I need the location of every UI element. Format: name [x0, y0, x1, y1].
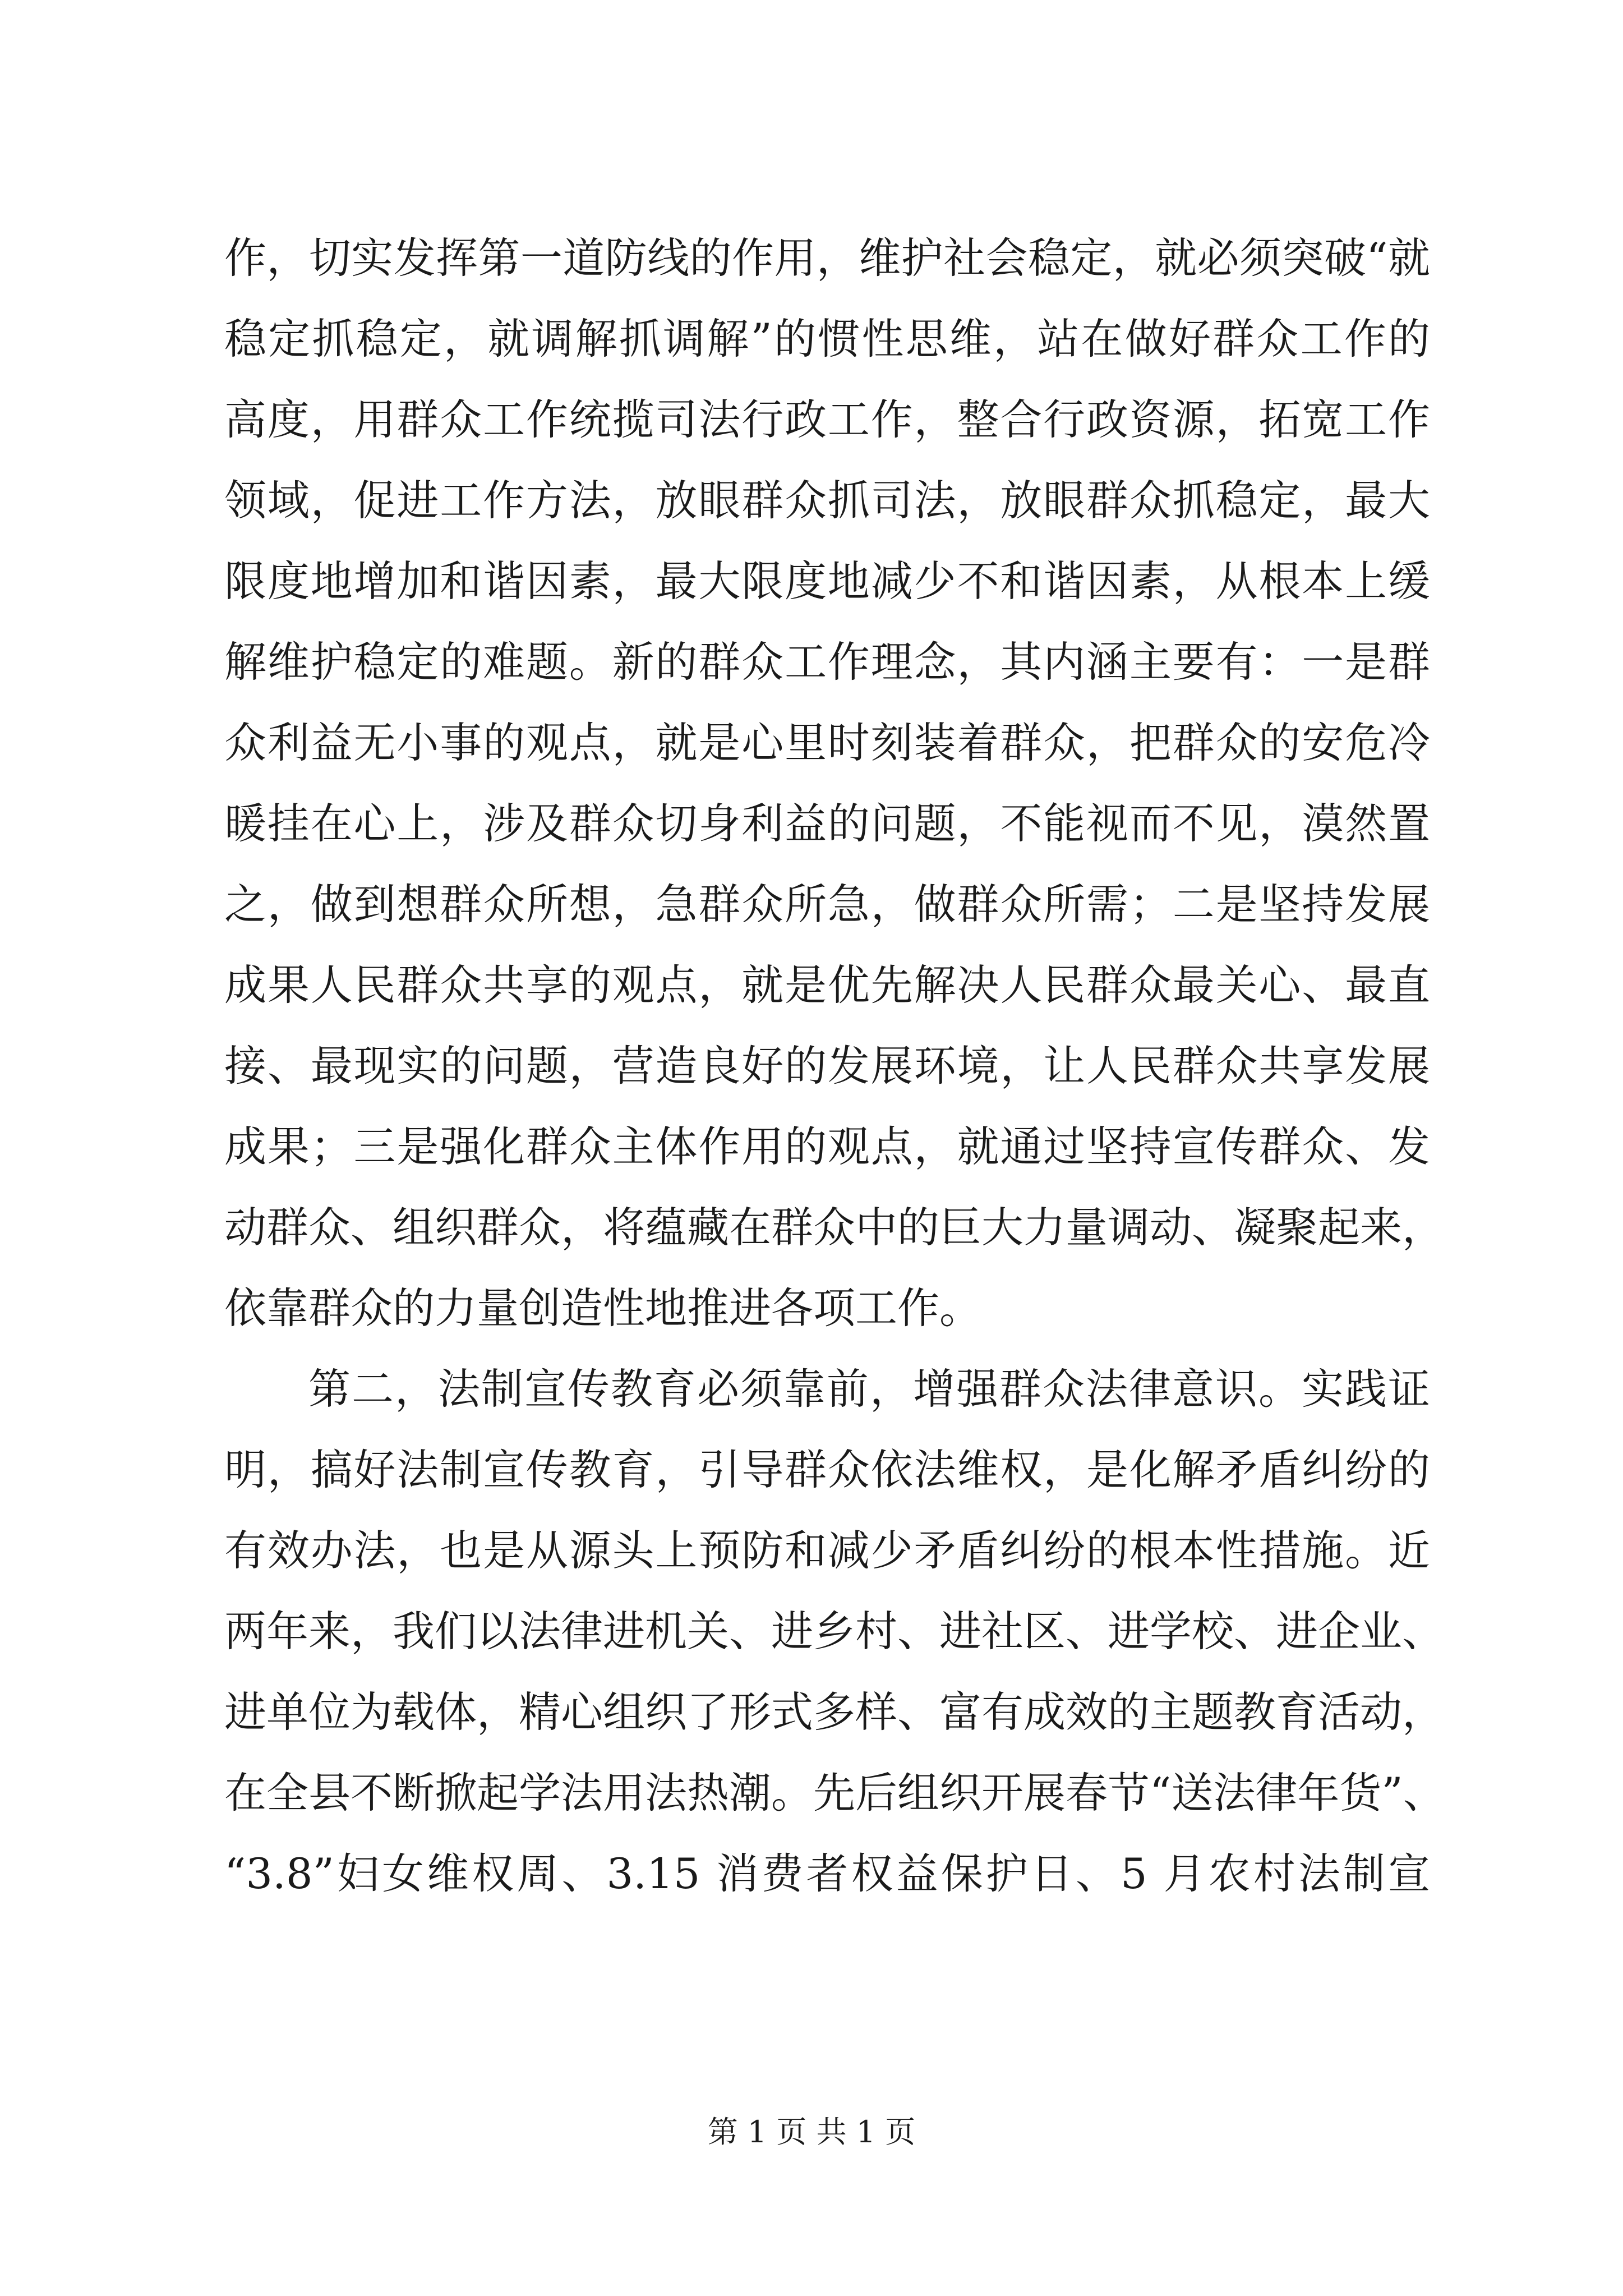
paragraph-1-line-11: 接、最现实的问题，营造良好的发展环境，让人民群众共享发展	[224, 1041, 1430, 1091]
page-number-footer: 第 1 页 共 1 页	[707, 2114, 916, 2150]
paragraph-1-line-1: 作，切实发挥第一道防线的作用，维护社会稳定，就必须突破“就	[224, 233, 1430, 283]
paragraph-1-line-7: 众利益无小事的观点，就是心里时刻装着群众，把群众的安危冷	[224, 718, 1430, 767]
paragraph-1-line-3: 高度，用群众工作统揽司法行政工作，整合行政资源，拓宽工作	[224, 395, 1430, 444]
paragraph-2-line-6: 在全县不断掀起学法用法热潮。先后组织开展春节“送法律年货”、	[224, 1768, 1445, 1818]
paragraph-2-line-2: 明，搞好法制宣传教育，引导群众依法维权，是化解矛盾纠纷的	[224, 1445, 1430, 1494]
paragraph-1-line-8: 暖挂在心上，涉及群众切身利益的问题，不能视而不见，漠然置	[224, 799, 1430, 848]
paragraph-1-line-10: 成果人民群众共享的观点，就是优先解决人民群众最关心、最直	[224, 960, 1430, 1010]
paragraph-1-line-6: 解维护稳定的难题。新的群众工作理念，其内涵主要有：一是群	[224, 637, 1430, 687]
paragraph-1-line-5: 限度地增加和谐因素，最大限度地减少不和谐因素，从根本上缓	[224, 556, 1430, 606]
paragraph-1-line-12: 成果；三是强化群众主体作用的观点，就通过坚持宣传群众、发	[224, 1122, 1430, 1171]
paragraph-1-line-14: 依靠群众的力量创造性地推进各项工作。	[224, 1283, 982, 1333]
paragraph-1-line-4: 领域，促进工作方法，放眼群众抓司法，放眼群众抓稳定，最大	[224, 476, 1430, 525]
paragraph-1-line-2: 稳定抓稳定，就调解抓调解”的惯性思维，站在做好群众工作的	[224, 314, 1430, 364]
paragraph-2-line-5: 进单位为载体，精心组织了形式多样、富有成效的主题教育活动，	[224, 1687, 1445, 1737]
paragraph-2-line-4: 两年来，我们以法律进机关、进乡村、进社区、进学校、进企业、	[224, 1607, 1445, 1656]
paragraph-2-line-7: “3.8”妇女维权周、3.15 消费者权益保护日、5 月农村法制宣	[224, 1849, 1430, 1898]
document-body	[224, 218, 1445, 1914]
paragraph-2-line-3: 有效办法，也是从源头上预防和减少矛盾纠纷的根本性措施。近	[224, 1526, 1430, 1575]
paragraph-2-line-1: 第二，法制宣传教育必须靠前，增强群众法律意识。实践证	[308, 1364, 1430, 1414]
paragraph-1-line-9: 之，做到想群众所想，急群众所急，做群众所需；二是坚持发展	[224, 880, 1430, 929]
paragraph-1-line-13: 动群众、组织群众，将蕴藏在群众中的巨大力量调动、凝聚起来，	[224, 1203, 1445, 1252]
